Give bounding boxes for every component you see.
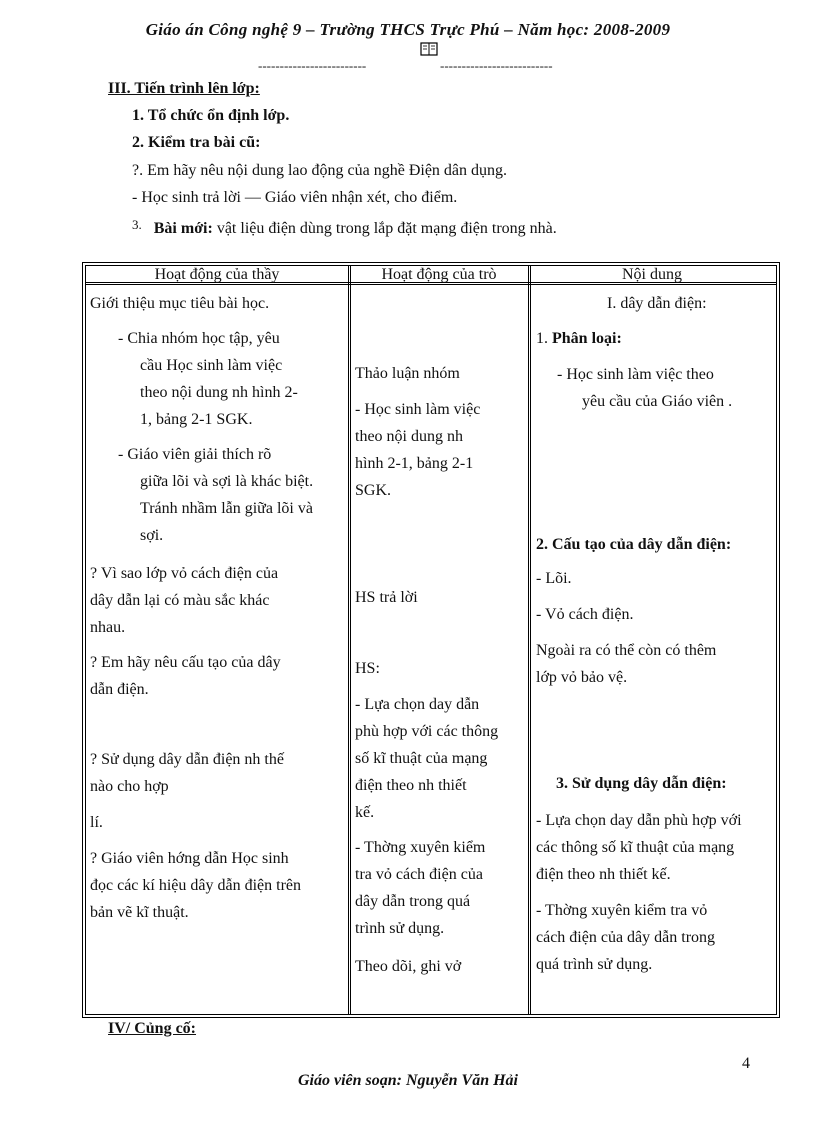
section-4-title: IV/ Củng cố: [108, 1020, 197, 1037]
student-text-line: - Lựa chọn day dẫn [355, 696, 480, 713]
content-line: - Lựa chọn day dẫn phù hợp với [536, 812, 742, 829]
column-divider [348, 265, 349, 1015]
content-line: điện theo nh thiết kế. [536, 866, 671, 883]
student-text-line: số kĩ thuật của mạng [355, 750, 488, 767]
content-line: cách điện của dây dẫn trong [536, 929, 716, 946]
book-icon [420, 42, 438, 56]
column-divider [350, 265, 351, 1015]
teacher-text-line: ? Em hãy nêu cấu tạo của dây [90, 654, 281, 671]
teacher-text-line: ? Sử dụng dây dẫn điện nh thế [90, 751, 284, 768]
page-header [0, 20, 816, 40]
header-dash-left: ------------------------- [258, 58, 367, 73]
content-heading-2: 2. Cấu tạo của dây dẫn điện: [536, 536, 732, 553]
student-text-line: HS: [355, 660, 380, 677]
item-3-label: Bài mới: [153, 220, 213, 237]
content-line: - Thờng xuyên kiểm tra vỏ [536, 902, 708, 919]
header-title: Giáo án Công nghệ 9 – Trường THCS Trực Phú – Năm học: 2008-2009 [145, 20, 671, 39]
review-question: ?. Em hãy nêu nội dung lao động của nghề Điện dân dụng. [132, 162, 508, 179]
table-header-teacher: Hoạt động của thầy [154, 266, 280, 283]
content-line: lớp vỏ bảo vệ. [536, 669, 628, 686]
teacher-text-line: 1, bảng 2-1 SGK. [140, 411, 253, 428]
content-subtitle: Phân loại: [552, 330, 622, 347]
column-divider [528, 265, 529, 1015]
student-text-line: - Học sinh làm việc [355, 401, 481, 418]
content-line: Ngoài ra có thể còn có thêm [536, 642, 717, 659]
student-text-line: phù hợp với các thông [355, 723, 499, 740]
page-number: 4 [742, 1055, 750, 1072]
teacher-text-line: sợi. [140, 527, 164, 544]
teacher-text-line: bản vẽ kĩ thuật. [90, 904, 189, 921]
content-line: yêu cầu của Giáo viên . [582, 393, 733, 410]
item-3-text: vật liệu điện dùng trong lắp đặt mạng điện trong nhà. [212, 220, 557, 237]
header-dash-right: -------------------------- [440, 58, 553, 73]
content-line: - Lõi. [536, 570, 572, 587]
teacher-text-line: đọc các kí hiệu dây dẫn điện trên [90, 877, 302, 894]
student-text-line: dây dẫn trong quá [355, 893, 471, 910]
teacher-text-line: Giới thiệu mục tiêu bài học. [90, 295, 270, 312]
teacher-text-line: dẫn điện. [90, 681, 149, 698]
student-text-line: hình 2-1, bảng 2-1 [355, 455, 474, 472]
teacher-text-line: lí. [90, 814, 103, 831]
content-line: - Vỏ cách điện. [536, 606, 634, 623]
item-2: 2. Kiểm tra bài cũ: [132, 134, 261, 151]
table-header-student: Hoạt động của trò [381, 266, 497, 283]
page-footer: Giáo viên soạn: Nguyễn Văn Hải [297, 1072, 518, 1089]
content-line: quá trình sử dụng. [536, 956, 653, 973]
student-text-line: Thảo luận nhóm [355, 365, 460, 382]
content-line: - Học sinh làm việc theo [557, 366, 714, 383]
item-3 [132, 217, 557, 238]
content-line [536, 325, 622, 352]
student-text-line: kế. [355, 804, 375, 821]
teacher-text-line: dây dẫn lại có màu sắc khác [90, 592, 270, 609]
teacher-text-line: ? Giáo viên hớng dẫn Học sinh [90, 850, 289, 867]
review-answer: - Học sinh trả lời — Giáo viên nhận xét, cho điểm. [132, 189, 458, 206]
teacher-text-line: nào cho hợp [90, 778, 169, 795]
student-text-line: HS trả lời [355, 589, 418, 606]
column-divider [530, 265, 531, 1015]
header-row-divider [85, 284, 777, 285]
teacher-text-line: - Giáo viên giải thích rõ [118, 446, 272, 463]
student-text-line: Theo dõi, ghi vở [355, 958, 462, 975]
content-heading-1: I. dây dẫn điện: [607, 295, 707, 312]
teacher-text-line: cầu Học sinh làm việc [140, 357, 283, 374]
student-text-line: SGK. [355, 482, 392, 499]
teacher-text-line: ? Vì sao lớp vỏ cách điện của [90, 565, 279, 582]
student-text-line: theo nội dung nh [355, 428, 463, 445]
table-header-content: Nội dung [622, 266, 682, 283]
teacher-text-line: nhau. [90, 619, 126, 636]
content-heading-3: 3. Sử dụng dây dẫn điện: [556, 775, 727, 792]
teacher-text-line: Tránh nhầm lẫn giữa lõi và [140, 500, 313, 517]
student-text-line: điện theo nh thiết [355, 777, 467, 794]
teacher-text-line: - Chia nhóm học tập, yêu [118, 330, 280, 347]
teacher-text-line: giữa lõi và sợi là khác biệt. [140, 473, 314, 490]
teacher-text-line: theo nội dung nh hình 2- [140, 384, 298, 401]
student-text-line: trình sử dụng. [355, 920, 445, 937]
student-text-line: - Thờng xuyên kiểm [355, 839, 486, 856]
item-1: 1. Tổ chức ổn định lớp. [132, 107, 290, 124]
student-text-line: tra vỏ cách điện của [355, 866, 483, 883]
item-3-number: 3. [132, 217, 142, 232]
content-line: các thông số kĩ thuật của mạng [536, 839, 735, 856]
section-title: III. Tiến trình lên lớp: [108, 80, 260, 97]
content-subnum: 1. [536, 330, 548, 347]
